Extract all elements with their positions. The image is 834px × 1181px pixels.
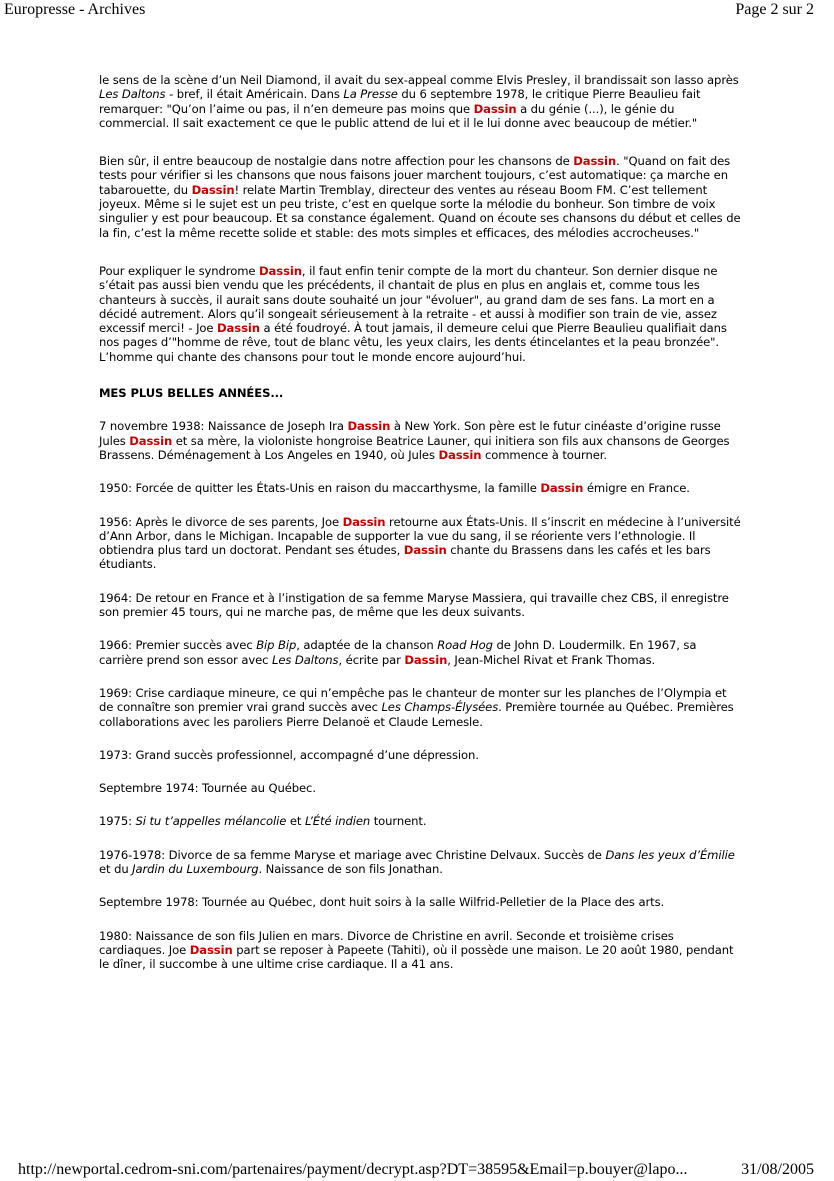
chronology-entry: Septembre 1978: Tournée au Québec, dont huit soirs à la salle Wilfrid-Pelletier de la Place des arts. (99, 895, 665, 910)
search-highlight: Dassin (189, 942, 233, 957)
article-body (99, 73, 741, 971)
search-highlight: Dassin (217, 321, 260, 336)
chronology-entry: 1950: Forcée de quitter les États-Unis en raison du maccarthysme, la famille Dassin émigre en France. (99, 481, 690, 496)
search-highlight: Dassin (129, 433, 173, 448)
chronology-entry: 1980: Naissance de son fils Julien en mars. Divorce de Christine en avril. Seconde et troisième crises cardiaques. Joe Dassin part se reposer à Papeete (Tahiti), où il possède une maison. Le 20 août 1980, pendant le dîner, il succombe à une ultime crise cardiaque. Il a 41 ans. (99, 928, 734, 972)
search-highlight: Dassin (403, 543, 447, 558)
paragraph: Pour expliquer le syndrome Dassin, il faut enfin tenir compte de la mort du chanteur. Son dernier disque ne s’était pas aussi bien vendu que les précédents, il chantait de plus en plus en anglais et, comme tous les chanteurs à succès, il aurait sans doute souhaité un jour "évoluer", au grand dam de ses fans. La mort en a décidé autrement. Alors qu’il songeait sérieusement à la retraite - et aussi à modifier son train de vie, assez excessif merci! - Joe Dassin a été foudroyé. À tout jamais, il demeure celui que Pierre Beaulieu qualifiait dans nos pages d’"homme de rêve, tout de blanc vêtu, les yeux clairs, les dents étincelantes et la peau bronzée". L’homme qui chante des chansons pour tout le monde encore aujourd’hui. (99, 263, 727, 364)
search-highlight: Dassin (259, 263, 302, 278)
search-highlight: Dassin (573, 154, 617, 169)
page-number: Page 2 sur 2 (735, 1, 814, 18)
print-header-title: Europresse - Archives (4, 1, 146, 18)
chronology-entry: 7 novembre 1938: Naissance de Joseph Ira Dassin à New York. Son père est le futur cinéaste d’origine russe Jules Dassin et sa mère, la violoniste hongroise Beatrice Launer, qui initiera son fils aux chansons de Georges Brassens. Déménagement à Los Angeles en 1940, où Jules Dassin commence à tourner. (99, 419, 730, 462)
chronology-entry: Septembre 1974: Tournée au Québec. (99, 781, 316, 796)
search-highlight: Dassin (438, 447, 482, 462)
chronology-entry: 1973: Grand succès professionnel, accompagné d’une dépression. (99, 747, 479, 762)
paragraph: Bien sûr, il entre beaucoup de nostalgie dans notre affection pour les chansons de Dassin. "Quand on fait des tests pour vérifier si les chansons que nous faisons jouer marchent toujours, c’est automatique: ça marche en tabarouette, du Dassin! relate Martin Tremblay, directeur des ventes au réseau Boom FM. C’est tellement joyeux. Même si le sujet est un peu triste, c’est en quelque sorte la mélodie du bonheur. Son timbre de voix singulier y est pour beaucoup. Et sa constance également. Quand on écoute ses chansons du début et celles de la fin, c’est la même recette solide et stable: des mots simples et efficaces, des mélodies accrocheuses." (99, 154, 741, 240)
section-heading: MES PLUS BELLES ANNÉES... (99, 386, 284, 401)
chronology-entry: 1975: Si tu t’appelles mélancolie et L’Été indien tournent. (99, 814, 427, 829)
search-highlight: Dassin (540, 481, 584, 496)
search-highlight: Dassin (347, 419, 391, 434)
search-highlight: Dassin (404, 652, 448, 667)
print-footer-url: http://newportal.cedrom-sni.com/partenaires/payment/decrypt.asp?DT=38595&Email=p.bouyer@lapo... (18, 1161, 688, 1178)
chronology-entry: 1966: Premier succès avec Bip Bip, adaptée de la chanson Road Hog de John D. Loudermilk. En 1967, sa carrière prend son essor avec Les Daltons, écrite par Dassin, Jean-Michel Rivat et Frank Thomas. (99, 638, 697, 667)
print-footer-date: 31/08/2005 (741, 1161, 814, 1178)
chronology-entry: 1956: Après le divorce de ses parents, Joe Dassin retourne aux États-Unis. Il s’inscrit en médecine à l’université d’Ann Arbor, dans le Michigan. Incapable de supporter la vue du sang, il se réoriente vers l’ethnologie. Il obtiendra plus tard un doctorat. Pendant ses études, Dassin chante du Brassens dans les cafés et les bars étudiants. (99, 514, 741, 572)
chronology-entry: 1976-1978: Divorce de sa femme Maryse et mariage avec Christine Delvaux. Succès de Dans les yeux d’Émilie et du Jardin du Luxembourg. Naissance de son fils Jonathan. (99, 847, 735, 876)
chronology-entry: 1964: De retour en France et à l’instigation de sa femme Maryse Massiera, qui travaille chez CBS, il enregistre son premier 45 tours, qui ne marche pas, de même que les deux suivants. (99, 590, 729, 620)
search-highlight: Dassin (191, 182, 235, 197)
paragraph: le sens de la scène d’un Neil Diamond, il avait du sex-appeal comme Elvis Presley, il brandissait son lasso après Les Daltons - bref, il était Américain. Dans La Presse du 6 septembre 1978, le critique Pierre Beaulieu fait remarquer: "Qu’on l’aime ou pas, il n’en demeure pas moins que Dassin a du génie (...), le génie du commercial. Il sait exactement ce que le public attend de lui et il le lui donne avec beaucoup de métier." (99, 73, 739, 130)
chronology-entry: 1969: Crise cardiaque mineure, ce qui n’empêche pas le chanteur de monter sur les planches de l’Olympia et de connaître son premier vrai grand succès avec Les Champs-Élysées. Première tournée au Québec. Premières collaborations avec les paroliers Pierre Delanoë et Claude Lemesle. (99, 685, 734, 729)
search-highlight: Dassin (342, 514, 386, 529)
search-highlight: Dassin (473, 101, 517, 116)
